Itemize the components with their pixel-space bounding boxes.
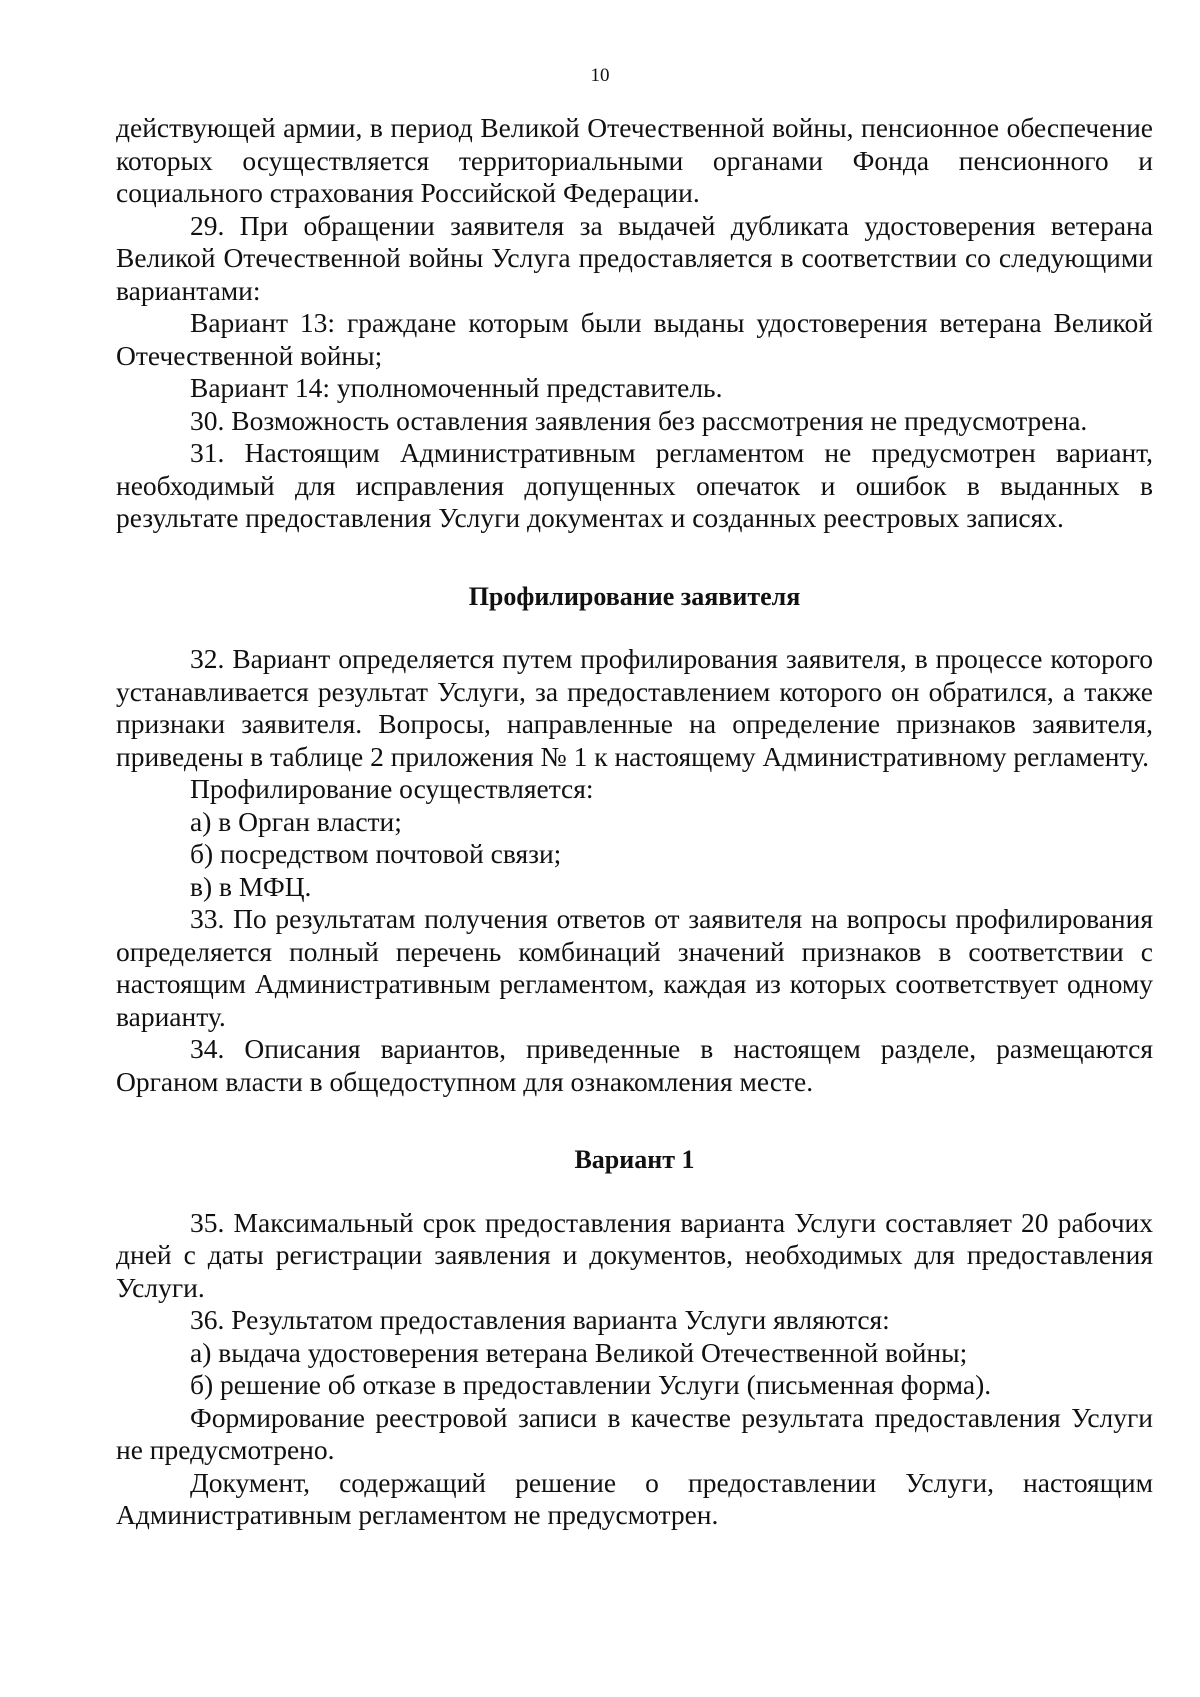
paragraph: действующей армии, в период Великой Отечественной войны, пенсионное обеспечение которых осуществляется территориальными органами Фонда пенсионного и социального страхования Российской Федерации. (116, 112, 1153, 208)
paragraph: 36. Результатом предоставления варианта Услуги являются: (190, 1304, 890, 1335)
list-item: б) решение об отказе в предоставлении Услуги (письменная форма). (190, 1369, 992, 1400)
paragraph: Вариант 14: уполномоченный представитель. (190, 372, 723, 403)
document-body (116, 112, 1153, 1532)
section-heading: Профилирование заявителя (468, 581, 801, 611)
list-item: а) выдача удостоверения ветерана Великой Отечественной войны; (190, 1336, 968, 1368)
paragraph: Формирование реестровой записи в качестве результата предоставления Услуги не предусмотрено. (116, 1401, 1153, 1465)
paragraph: 29. При обращении заявителя за выдачей дубликата удостоверения ветерана Великой Отечественной войны Услуга предоставляется в соответствии со следующими вариантами: (116, 209, 1153, 306)
paragraph: 33. По результатам получения ответов от заявителя на вопросы профилирования определяется полный перечень комбинаций значений признаков в соответствии с настоящим Административным регламентом, каждая из которых соответствует одному варианту. (116, 903, 1153, 1032)
paragraph: 31. Настоящим Административным регламентом не предусмотрен вариант, необходимый для исправления допущенных опечаток и ошибок в выданных в результате предоставления Услуги документах и созданных реестровых записях. (116, 437, 1153, 533)
paragraph: 32. Вариант определяется путем профилирования заявителя, в процессе которого устанавливается результат Услуги, за предоставлением которого он обратился, а также признаки заявителя. Вопросы, направленные на определение признаков заявителя, приведены в таблице 2 приложения № 1 к настоящему Административному регламенту. (116, 643, 1153, 772)
paragraph: Вариант 13: граждане которым были выданы удостоверения ветерана Великой Отечественной войны; (116, 307, 1153, 371)
paragraph: 30. Возможность оставления заявления без рассмотрения не предусмотрена. (190, 404, 1088, 436)
paragraph: 34. Описания вариантов, приведенные в настоящем разделе, размещаются Органом власти в общедоступном для ознакомления месте. (116, 1033, 1153, 1097)
paragraph: Документ, содержащий решение о предоставлении Услуги, настоящим Административным регламентом не предусмотрен. (116, 1466, 1153, 1530)
list-item: в) в МФЦ. (190, 870, 312, 902)
list-item: а) в Орган власти; (190, 805, 402, 837)
paragraph: Профилирование осуществляется: (190, 773, 594, 804)
section-heading: Вариант 1 (574, 1145, 695, 1174)
list-item: б) посредством почтовой связи; (190, 838, 562, 869)
paragraph: 35. Максимальный срок предоставления варианта Услуги составляет 20 рабочих дней с даты регистрации заявления и документов, необходимых для предоставления Услуги. (116, 1206, 1153, 1303)
page-number: 10 (590, 65, 610, 86)
